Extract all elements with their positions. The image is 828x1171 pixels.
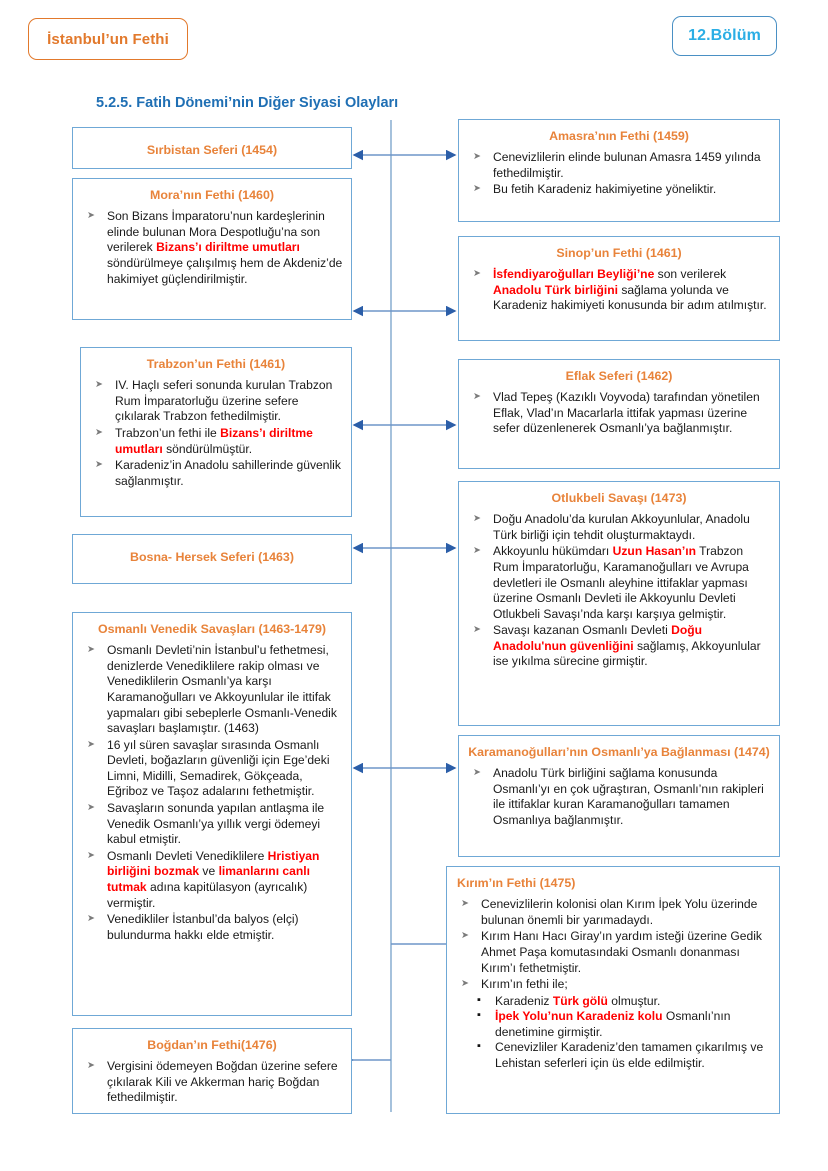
- body-text: Cenevizlilerin kolonisi olan Kırım İpek Yolu üzerinde bulunan önemli bir yarımadaydı.: [481, 897, 758, 927]
- highlighted-text: Uzun Hasan’ın: [612, 544, 696, 559]
- bullet-item: [455, 977, 771, 993]
- body-text: Kırım Hanı Hacı Giray’ın yardım isteği üzerine Gedik Ahmet Paşa komutasındaki Osmanlı donanması Kırım’ı fethetmiştir.: [481, 929, 762, 975]
- box-eflak-seferi: [458, 359, 780, 469]
- body-text: Trabzon Rum İmparatorluğu, Karamanoğulları ve Avrupa devletleri ile Osmanlı aleyhine ittifaklar yapması üzerine Osmanlı Devleti ile Akkoyunlu Devleti Otlukbeli Savaşı’nda karşı karşıya gelmiştir.: [493, 544, 749, 621]
- body-text: Cenevizlilerin elinde bulunan Amasra 1459 yılında fethedilmiştir.: [493, 150, 761, 180]
- highlighted-text: Anadolu Türk birliğini: [493, 282, 618, 297]
- highlighted-text: Türk gölü: [552, 993, 608, 1008]
- body-text: adına kapitülasyon (ayrıcalık) vermiştir.: [107, 880, 308, 910]
- bullet-item: [81, 1059, 343, 1106]
- bullet-item: [81, 912, 343, 943]
- sub-bullet-item: [455, 994, 771, 1010]
- bullet-item: [81, 209, 343, 287]
- bullet-list: [467, 267, 771, 314]
- bullet-item: [467, 544, 771, 622]
- bullet-list: [81, 209, 343, 287]
- box-bogdan-fethi: [72, 1028, 352, 1114]
- box-title: Kırım’ın Fethi (1475): [457, 876, 576, 890]
- chapter-topic-chip: [28, 18, 188, 60]
- body-text: Kırım’ın fethi ile;: [481, 977, 568, 992]
- body-text: Savaşı kazanan Osmanlı Devleti: [493, 623, 672, 638]
- body-text: Osmanlı Devleti Venediklilere: [107, 848, 268, 863]
- body-text: Trabzon’un fethi ile: [115, 425, 221, 440]
- body-text: Son Bizans İmparatoru’nun kardeşlerinin elinde bulunan Mora Despotluğu’na son verilerek: [107, 209, 325, 255]
- body-text: Venedikliler İstanbul’da balyos (elçi) bulundurma hakkı elde etmiştir.: [107, 912, 299, 942]
- bullet-list: [455, 897, 771, 993]
- bullet-list: [467, 390, 771, 437]
- box-title: Otlukbeli Savaşı (1473): [551, 491, 687, 505]
- bullet-item: [89, 378, 343, 425]
- body-text: Vlad Tepeş (Kazıklı Voyvoda) tarafından yönetilen Eflak, Vlad’ın Macarlarla ittifak yapması üzerine sefer düzenlenerek Osmanlı’ya bağlanmıştır.: [493, 390, 760, 436]
- box-kirim-fethi: [446, 866, 780, 1114]
- bullet-item: [81, 738, 343, 800]
- bullet-item: [81, 849, 343, 911]
- body-text: Osmanlı’nın denetimine girmiştir.: [495, 1009, 731, 1039]
- sub-bullet-item: [455, 1040, 771, 1071]
- box-title: Bosna- Hersek Seferi (1463): [130, 550, 294, 564]
- body-text: ve: [199, 864, 219, 879]
- body-text: Savaşların sonunda yapılan antlaşma ile Venedik Osmanlı’ya yıllık vergi ödemeyi kabul etmiştir.: [107, 801, 325, 847]
- body-text: Vergisini ödemeyen Boğdan üzerine sefere çıkılarak Kili ve Akkerman hariç Boğdan fethedilmiştir.: [107, 1059, 338, 1105]
- bullet-item: [81, 643, 343, 737]
- box-karamanogullari-baglanmasi: [458, 735, 780, 857]
- box-trabzon-fethi: [80, 347, 352, 517]
- bullet-list: [81, 1059, 343, 1106]
- highlighted-text: Hristiyan birliğini bozmak: [107, 848, 320, 879]
- body-text: Osmanlı Devleti’nin İstanbul’u fethetmesi, denizlerde Venediklilere rakip olması ve Venediklilerin Osmanlı’ya karşı Karamanoğulları ve Akkoyunlular ile ittifak yapmaları gibi sebeplerle Osmanlı-Venedik savaşları başlamıştır. (1463): [107, 643, 337, 736]
- box-osmanli-venedik-savaslari: [72, 612, 352, 1016]
- highlighted-text: limanlarını canlı tutmak: [107, 864, 310, 895]
- box-amasra-fethi: [458, 119, 780, 222]
- body-text: Doğu Anadolu’da kurulan Akkoyunlular, Anadolu Türk birliği için tehdit oluşturmaktaydı.: [493, 512, 750, 542]
- box-title: Amasra’nın Fethi (1459): [549, 129, 689, 143]
- bullet-item: [89, 458, 343, 489]
- body-text: 16 yıl süren savaşlar sırasında Osmanlı Devleti, boğazların güvenliği için Ege’deki Limni, Midilli, Semadirek, Gökçeada, Eğriboz ve Taşoz adalarını fethetmiştir.: [107, 737, 330, 799]
- box-title: Eflak Seferi (1462): [565, 369, 673, 383]
- highlighted-text: İpek Yolu’nun Karadeniz kolu: [495, 1009, 663, 1024]
- bullet-list: [467, 512, 771, 670]
- body-text: Akkoyunlu hükümdarı: [493, 544, 613, 559]
- highlighted-text: Bizans’ı diriltme umutları: [156, 240, 300, 255]
- box-title: Sinop’un Fethi (1461): [556, 246, 682, 260]
- section-title: 5.2.5. Fatih Dönemi’nin Diğer Siyasi Olayları: [96, 95, 399, 111]
- box-sirbistan-seferi: [72, 127, 352, 169]
- box-bosna-hersek-seferi: [72, 534, 352, 584]
- bullet-item: [467, 623, 771, 670]
- box-title: Mora’nın Fethi (1460): [150, 188, 274, 202]
- body-text: Bu fetih Karadeniz hakimiyetine yöneliktir.: [493, 182, 717, 197]
- bullet-item: [467, 150, 771, 181]
- bullet-list: [81, 643, 343, 943]
- bullet-item: [89, 426, 343, 457]
- bullet-item: [455, 929, 771, 976]
- sub-bullet-list: [455, 994, 771, 1072]
- highlighted-text: Doğu Anadolu'nun güvenliğini: [493, 623, 703, 653]
- box-title: Sırbistan Seferi (1454): [146, 143, 278, 157]
- bullet-item: [467, 390, 771, 437]
- bullet-item: [81, 801, 343, 848]
- bullet-list: [467, 766, 771, 828]
- box-title: Karamanoğulları’nın Osmanlı’ya Bağlanması (1474): [468, 745, 770, 759]
- box-otlukbeli-savasi: [458, 481, 780, 726]
- chapter-topic-label: İstanbul’un Fethi: [47, 30, 169, 48]
- bullet-item: [467, 267, 771, 314]
- bullet-item: [455, 897, 771, 928]
- box-title: Osmanlı Venedik Savaşları (1463-1479): [98, 622, 326, 636]
- body-text: söndürülmeye çalışılmış hem de Akdeniz’de hakimiyet güçlendirilmiştir.: [107, 255, 343, 286]
- body-text: son verilerek: [654, 267, 727, 282]
- body-text: sağlamış, Akkoyunlular ise yıkılma sürecine girmiştir.: [493, 638, 761, 669]
- body-text: olmuştur.: [607, 993, 661, 1008]
- bullet-list: [89, 378, 343, 489]
- box-mora-fethi: [72, 178, 352, 320]
- bullet-item: [467, 766, 771, 828]
- chapter-number-chip: [672, 16, 777, 56]
- body-text: söndürülmüştür.: [162, 441, 253, 456]
- bullet-item: [467, 182, 771, 198]
- body-text: sağlama yolunda ve Karadeniz hakimiyeti konusunda bir adım atılmıştır.: [493, 282, 767, 313]
- bullet-list: [467, 150, 771, 198]
- bullet-item: [467, 512, 771, 543]
- body-text: IV. Haçlı seferi sonunda kurulan Trabzon Rum İmparatorluğu üzerine sefere çıkılarak Trabzon fethedilmiştir.: [115, 378, 333, 424]
- box-title: Trabzon’un Fethi (1461): [146, 357, 286, 371]
- body-text: Anadolu Türk birliğini sağlama konusunda Osmanlı’yı en çok uğraştıran, Osmanlı’nın rakipleri ile ittifaklar kuran Karamanoğulları tamamen Osmanlıya bağlanmıştır.: [493, 766, 764, 827]
- chapter-number-label: 12.Bölüm: [688, 27, 761, 44]
- box-title: Boğdan’ın Fethi(1476): [147, 1038, 277, 1052]
- box-sinop-fethi: [458, 236, 780, 341]
- sub-bullet-item: [455, 1009, 771, 1040]
- highlighted-text: Bizans’ı diriltme umutları: [115, 425, 313, 456]
- body-text: Karadeniz’in Anadolu sahillerinde güvenlik sağlanmıştır.: [115, 458, 341, 488]
- highlighted-text: İsfendiyaroğulları Beyliği’ne: [493, 267, 655, 282]
- body-text: Cenevizliler Karadeniz’den tamamen çıkarılmış ve Lehistan seferleri için üs elde edilmiştir.: [495, 1040, 764, 1071]
- body-text: Karadeniz: [495, 993, 553, 1008]
